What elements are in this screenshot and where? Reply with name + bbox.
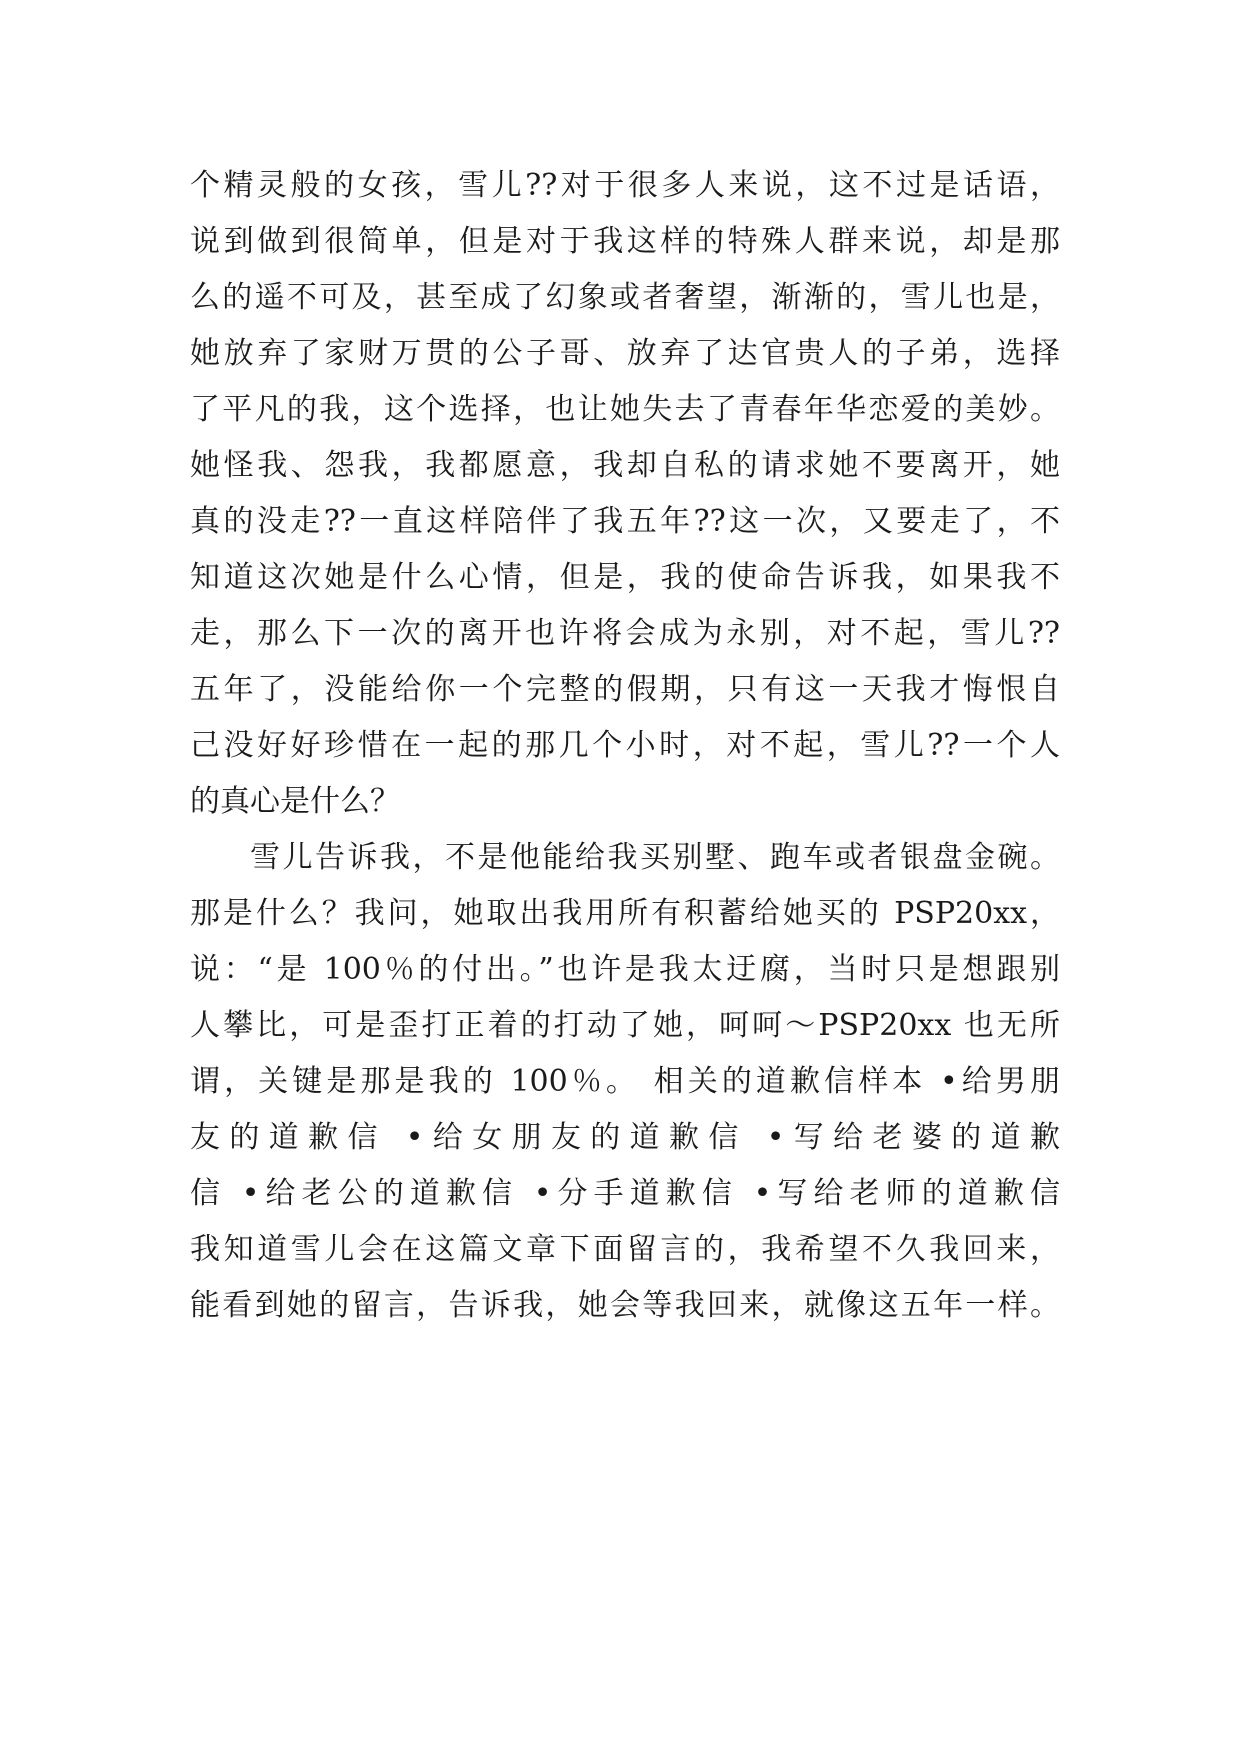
text-line: 知道这次她是什么心情，但是，我的使命告诉我，如果我不 — [190, 560, 1060, 595]
text-line: 走，那么下一次的离开也许将会成为永别，对不起，雪儿?? — [190, 616, 1060, 651]
text-line: 谓，关键是那是我的 100％。 相关的道歉信样本 •给男朋 — [190, 1064, 1060, 1099]
text-line: 么的遥不可及，甚至成了幻象或者奢望，渐渐的，雪儿也是， — [190, 280, 1060, 315]
body-text — [190, 158, 1060, 1334]
text-line: 的真心是什么？ — [190, 784, 400, 819]
text-line: 能看到她的留言，告诉我，她会等我回来，就像这五年一样。 — [190, 1288, 1060, 1323]
text-line: 个精灵般的女孩，雪儿??对于很多人来说，这不过是话语， — [190, 168, 1060, 203]
text-line: 雪儿告诉我，不是他能给我买别墅、跑车或者银盘金碗。 — [250, 840, 1060, 875]
text-line: 五年了，没能给你一个完整的假期，只有这一天我才悔恨自 — [190, 672, 1060, 707]
text-line: 己没好好珍惜在一起的那几个小时，对不起，雪儿??一个人 — [190, 728, 1060, 763]
text-line: 了平凡的我，这个选择，也让她失去了青春年华恋爱的美妙。 — [190, 392, 1060, 427]
text-line: 说：“是 100％的付出。”也许是我太迂腐，当时只是想跟别 — [190, 952, 1060, 987]
text-line: 那是什么？我问，她取出我用所有积蓄给她买的 PSP20xx， — [190, 896, 1060, 931]
text-line: 人攀比，可是歪打正着的打动了她，呵呵～PSP20xx 也无所 — [190, 1008, 1060, 1043]
text-line: 我知道雪儿会在这篇文章下面留言的，我希望不久我回来， — [190, 1232, 1060, 1267]
text-line: 她放弃了家财万贯的公子哥、放弃了达官贵人的子弟，选择 — [190, 336, 1060, 371]
text-line: 友的道歉信 •给女朋友的道歉信 •写给老婆的道歉 — [190, 1120, 1060, 1155]
text-line: 说到做到很简单，但是对于我这样的特殊人群来说，却是那 — [190, 224, 1060, 259]
text-line: 真的没走??一直这样陪伴了我五年??这一次，又要走了，不 — [190, 504, 1060, 539]
text-line: 她怪我、怨我，我都愿意，我却自私的请求她不要离开，她 — [190, 448, 1060, 483]
text-line: 信 •给老公的道歉信 •分手道歉信 •写给老师的道歉信 — [190, 1176, 1060, 1211]
